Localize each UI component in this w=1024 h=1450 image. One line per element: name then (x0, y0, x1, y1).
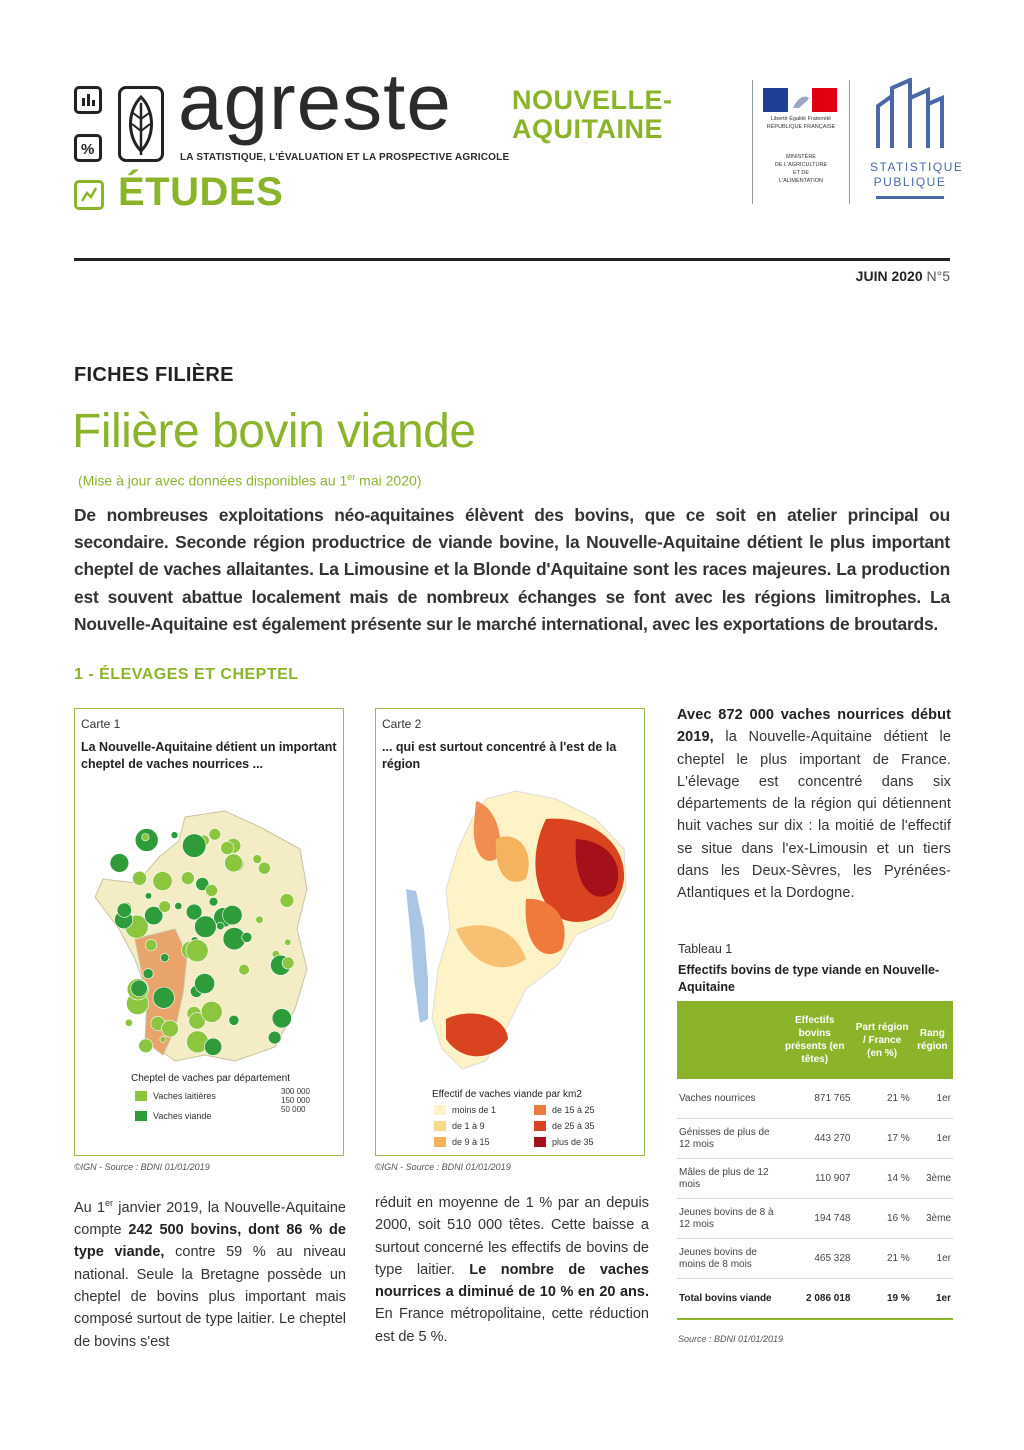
map2-source: ©IGN - Source : BDNI 01/01/2019 (375, 1162, 511, 1172)
map1-source: ©IGN - Source : BDNI 01/01/2019 (74, 1162, 210, 1172)
map-bubble (256, 916, 264, 924)
map-bubble (161, 954, 169, 962)
table-cell: 3ème (912, 1159, 953, 1199)
map-bubble (195, 916, 217, 938)
legend-swatch (434, 1121, 446, 1131)
map-bubble (229, 1015, 239, 1025)
legend-item (434, 1105, 496, 1115)
issue-number: N°5 (926, 268, 950, 284)
ministry-line: ET DE (792, 170, 810, 176)
leaf-icon (118, 86, 164, 162)
map-bubble (143, 969, 153, 979)
col2-paragraph (375, 1192, 649, 1348)
map-card-2 (375, 708, 645, 1156)
table-header-cell: Rang région (912, 1001, 953, 1079)
map-bubble (131, 980, 148, 997)
ministry-line: L'ALIMENTATION (779, 178, 823, 184)
table-cell: 16 % (852, 1199, 911, 1239)
table-row (677, 1199, 953, 1239)
map1-legend-title: Cheptel de vaches par département (131, 1073, 290, 1084)
map-bubble (253, 855, 262, 864)
map-bubble (181, 872, 194, 885)
size-legend (281, 1087, 310, 1114)
page-title: Filière bovin viande (72, 405, 476, 458)
region-line-2: AQUITAINE (512, 114, 663, 144)
map-bubble (204, 1038, 221, 1055)
map-bubble (175, 902, 182, 909)
map2-label: Carte 2 (382, 717, 422, 731)
table-cell: 3ème (912, 1199, 953, 1239)
map-bubble (132, 871, 146, 885)
map2-title: ... qui est surtout concentré à l'est de la région (382, 740, 617, 771)
table-cell: 1er (912, 1079, 953, 1119)
col1-bold: 242 500 bovins, dont 86 % de type viande, (74, 1222, 346, 1261)
legend-swatch (135, 1111, 147, 1121)
legend-label: de 25 à 35 (552, 1121, 595, 1131)
col2-bold: Le nombre de vaches nourrices a diminué de 10 % en 20 ans. (375, 1261, 649, 1301)
issue-date (856, 268, 950, 284)
table-cell: 110 907 (777, 1159, 852, 1199)
region-name (512, 86, 673, 144)
row-label: Jeunes bovins de 8 à 12 mois (677, 1199, 777, 1239)
row-label: Jeunes bovins de moins de 8 mois (677, 1239, 777, 1279)
col1-paragraph (74, 1192, 346, 1353)
size-legend-value: 50 000 (281, 1105, 306, 1114)
legend-label: de 9 à 15 (452, 1137, 490, 1147)
table-cell: 17 % (852, 1119, 911, 1159)
legend-label: Vaches laitières (153, 1091, 216, 1101)
map-bubble (139, 1039, 153, 1053)
col3-paragraph (677, 704, 951, 905)
statistique-publique-logo (870, 78, 964, 202)
table-header-cell (677, 1001, 777, 1079)
map-bubble (258, 862, 270, 874)
stat-publique-label (870, 160, 964, 190)
map-bubble (186, 940, 208, 962)
map-bubble (145, 939, 157, 951)
legend-swatch (534, 1137, 546, 1147)
map-bubble (201, 1001, 222, 1022)
table-cell: 2 086 018 (777, 1279, 852, 1320)
legend-item (434, 1121, 485, 1131)
ministry-logo (752, 80, 850, 204)
buildings-icon (870, 78, 950, 156)
legend-item (434, 1137, 490, 1147)
table-row (677, 1159, 953, 1199)
map-bubble (221, 841, 234, 854)
table-cell: 1er (912, 1279, 953, 1320)
stat-publique-underline (876, 196, 944, 199)
legend-item-beef (135, 1111, 211, 1121)
series-name: ÉTUDES (118, 170, 284, 214)
map-bubble (209, 828, 221, 840)
table-cell: 1er (912, 1119, 953, 1159)
table-cell: 194 748 (777, 1199, 852, 1239)
bar-chart-icon (74, 86, 102, 114)
row-label: Génisses de plus de 12 mois (677, 1119, 777, 1159)
map-bubble (153, 987, 174, 1008)
map-bubble (209, 897, 218, 906)
col2-text: réduit en moyenne de 1 % par an depuis 2000, soit 510 000 têtes. Cette baisse a surtout concerné les effectifs de bovins de type laitier. (375, 1195, 649, 1278)
brand-tagline: LA STATISTIQUE, L'ÉVALUATION ET LA PROSPECTIVE AGRICOLE (180, 152, 510, 163)
stat-publique-line-2: PUBLIQUE (873, 175, 947, 189)
table-row (677, 1119, 953, 1159)
french-flag-icon (763, 88, 837, 112)
row-label: Mâles de plus de 12 mois (677, 1159, 777, 1199)
kicker: FICHES FILIÈRE (74, 364, 234, 386)
col3-text: la Nouvelle-Aquitaine détient le cheptel le plus important de France. L'élevage est concentré dans six départements de la région qui détiennent huit vaches sur dix : la moitié de l'effectif se situe dans l'ex-Limousin et un tiers dans les Deux-Sèvres, les Pyrénées-Atlantiques et la Dordogne. (677, 729, 951, 902)
map-bubble (272, 1009, 291, 1028)
table-cell: 443 270 (777, 1119, 852, 1159)
legend-item (534, 1121, 595, 1131)
ministry-line: MINISTÈRE (786, 154, 816, 160)
legend-swatch (534, 1105, 546, 1115)
trend-icon (74, 180, 104, 210)
table-row (677, 1079, 953, 1119)
map-bubble (223, 905, 243, 925)
map-bubble (145, 893, 152, 900)
percent-icon (74, 134, 102, 162)
subtitle-text: (Mise à jour avec données disponibles au 1 (78, 472, 348, 489)
table-cell: 1er (912, 1239, 953, 1279)
table-cell: 465 328 (777, 1239, 852, 1279)
map-bubble (171, 832, 178, 839)
col1-text: contre 59 % au niveau national. Seule la Bretagne possède un cheptel de bovins plus important mais composé surtout de type laitier. Le cheptel de bovins s'est (74, 1244, 346, 1350)
map-bubble (282, 957, 294, 969)
map-bubble (160, 1036, 166, 1042)
col1-sup: er (105, 1198, 114, 1208)
map-bubble (153, 871, 172, 890)
subtitle-sup: er (347, 472, 356, 482)
map-bubble (117, 903, 131, 917)
table-cell: 21 % (852, 1079, 911, 1119)
legend-swatch (434, 1137, 446, 1147)
data-table (677, 1001, 953, 1320)
table-row (677, 1239, 953, 1279)
map-card-1 (74, 708, 344, 1156)
ministry-line: Liberté Égalité Fraternité (770, 116, 832, 122)
brand-name: agreste (178, 57, 452, 146)
map-bubble (125, 1019, 132, 1026)
map-bubble (162, 1020, 179, 1037)
table-cell: 871 765 (777, 1079, 852, 1119)
ministry-line: RÉPUBLIQUE FRANÇAISE (766, 124, 836, 130)
legend-label: Vaches viande (153, 1111, 212, 1121)
table-source: Source : BDNI 01/01/2019 (678, 1334, 784, 1344)
table-title: Effectifs bovins de type viande en Nouvelle-Aquitaine (678, 963, 940, 994)
map-bubble (110, 854, 129, 873)
table-body (677, 1079, 953, 1319)
map-bubble (239, 964, 250, 975)
map-bubble (206, 884, 218, 896)
table-cell: 21 % (852, 1239, 911, 1279)
map-bubble (268, 1031, 281, 1044)
table-cell: 19 % (852, 1279, 911, 1320)
map1-title: La Nouvelle-Aquitaine détient un important cheptel de vaches nourrices ... (81, 740, 337, 771)
col3-bold: Avec 872 000 vaches nourrices début 2019, (677, 707, 951, 746)
legend-item (534, 1137, 594, 1147)
svg-text:%: % (81, 141, 95, 158)
map-bubble (217, 922, 225, 930)
map2-legend-title: Effectif de vaches viande par km2 (432, 1089, 582, 1100)
ministry-line: DE L'AGRICULTURE (774, 162, 828, 168)
legend-label: plus de 35 (552, 1137, 594, 1147)
header-rule (74, 258, 950, 261)
legend-item-dairy (135, 1091, 216, 1101)
map-bubble (225, 854, 243, 872)
map-bubble (284, 939, 291, 946)
agreste-logo-icons (74, 86, 166, 164)
size-legend-value: 150 000 (281, 1096, 310, 1105)
map-bubble (182, 834, 206, 858)
table-cell: 14 % (852, 1159, 911, 1199)
table-label: Tableau 1 (678, 942, 733, 956)
map-bubble (142, 834, 149, 841)
subtitle-text-end: mai 2020) (355, 472, 422, 489)
legend-label: de 1 à 9 (452, 1121, 485, 1131)
map-bubble (280, 894, 294, 908)
map1-label: Carte 1 (81, 717, 121, 731)
col1-text: Au 1 (74, 1199, 106, 1216)
legend-label: de 15 à 25 (552, 1105, 595, 1115)
date-text: JUIN 2020 (855, 268, 923, 284)
map-bubble (159, 901, 171, 913)
legend-label: moins de 1 (452, 1105, 497, 1115)
map-nouvelle-aquitaine-density (376, 779, 644, 1079)
row-label: Total bovins viande (677, 1279, 777, 1320)
legend-item (534, 1105, 595, 1115)
legend-swatch (434, 1105, 446, 1115)
subtitle (78, 472, 421, 489)
size-legend-value: 300 000 (281, 1087, 310, 1096)
col1-text: janvier 2019, la Nouvelle-Aquitaine compte (74, 1199, 346, 1239)
section-heading: 1 - ÉLEVAGES ET CHEPTEL (74, 666, 299, 683)
stat-publique-line-1: STATISTIQUE (870, 160, 964, 174)
map-bubble (195, 974, 215, 994)
table-total-row (677, 1279, 953, 1320)
legend-swatch (135, 1091, 147, 1101)
table-header-row (677, 1001, 953, 1079)
lead-paragraph: De nombreuses exploitations néo-aquitaines élèvent des bovins, que ce soit en atelier principal ou secondaire. Seconde région productrice de viande bovine, la Nouvelle-Aquitaine détient le plus important cheptel de vaches allaitantes. La Limousine et la Blonde d'Aquitaine sont les races majeures. La production est souvent abattue localement mais de nombreux échanges se font avec les régions limitrophes. La Nouvelle-Aquitaine est également présente sur le marché international, avec les exportations de broutards. (74, 505, 950, 634)
table-header-cell: Part région / France (en %) (852, 1001, 911, 1079)
col2-text: En France métropolitaine, cette réduction est de 5 %. (375, 1306, 649, 1345)
table-header-cell: Effectifs bovins présents (en têtes) (777, 1001, 852, 1079)
region-line-1: NOUVELLE- (512, 85, 673, 115)
row-label: Vaches nourrices (677, 1079, 777, 1119)
legend-swatch (534, 1121, 546, 1131)
map-bubble (242, 932, 252, 942)
